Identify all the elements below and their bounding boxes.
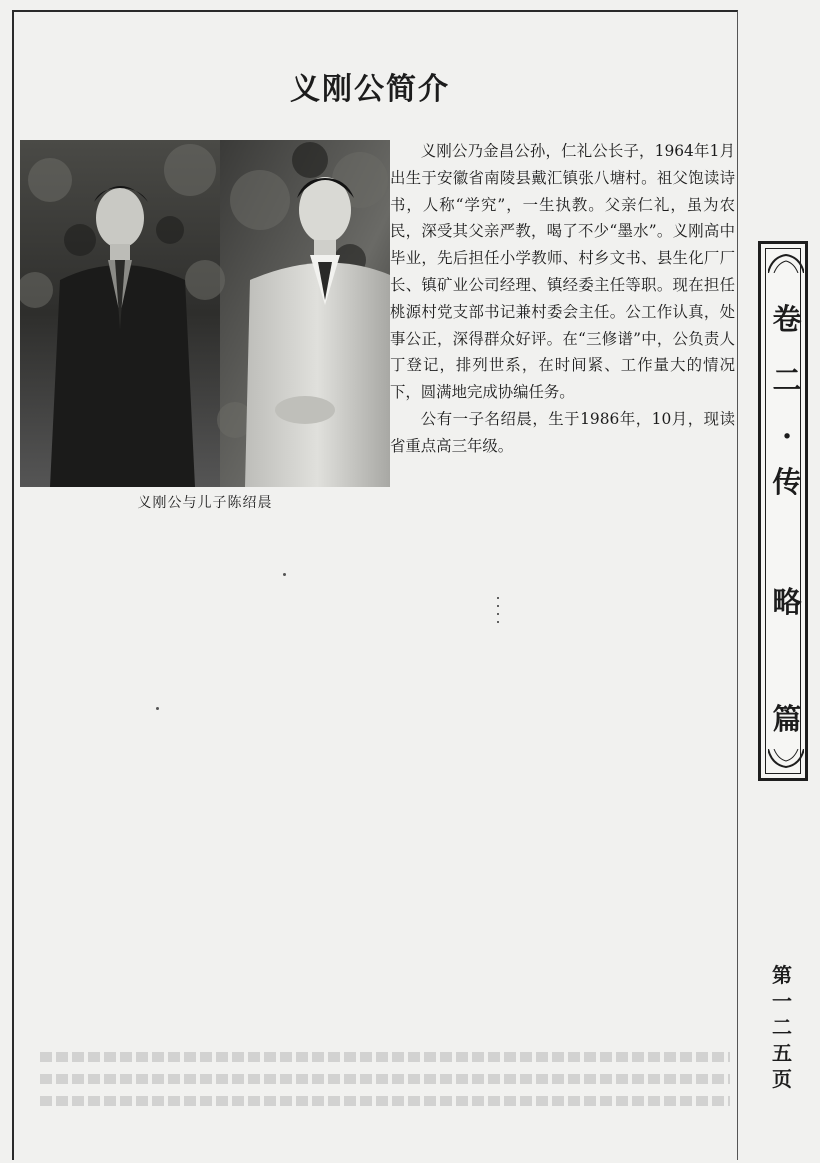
page-number-char: 五	[772, 1041, 792, 1065]
portrait-photo	[20, 140, 390, 487]
page-number-char: 第	[772, 963, 792, 987]
page-title: 义刚公简介	[290, 72, 450, 107]
photo-caption: 义刚公与儿子陈绍晨	[137, 495, 273, 511]
page-number-char: 一	[772, 989, 792, 1013]
page-number	[762, 962, 802, 1092]
tab-char: 卷	[772, 302, 802, 336]
paragraph-2: 公有一子名绍晨，生于1986年，10月，现读省重点高三年级。	[390, 409, 735, 455]
bleed-through-text	[40, 1040, 730, 1160]
ellipsis-dots	[496, 594, 500, 624]
page-number-char: 二	[772, 1015, 792, 1039]
speck	[283, 573, 286, 576]
tab-char: ·	[781, 419, 793, 453]
speck	[156, 707, 159, 710]
tab-ornament-top	[768, 251, 804, 273]
tab-char: 略	[772, 585, 802, 619]
biography-text	[390, 138, 735, 460]
paragraph-1: 义刚公乃金昌公孙，仁礼公长子，1964年1月出生于安徽省南陵县戴汇镇张八塘村。祖父饱读诗书，人称“学究”，一生执教。父亲仁礼，虽为农民，深受其父亲严教，喝了不少“墨水”。义刚高中毕业，先后担任小学教师、村乡文书、县生化厂厂长、镇矿业公司经理、镇经委主任等职。现在担任桃源村党支部书记兼村委会主任。公工作认真，处事公正，深得群众好评。在“三修谱”中，公负责人丁登记，排列世系，在时间紧、工作量大的情况下，圆满地完成协编任务。	[390, 142, 735, 402]
tab-char: 传	[772, 465, 802, 499]
tab-char: 二	[772, 363, 802, 397]
tab-char: 篇	[772, 702, 802, 736]
page-number-char: 页	[772, 1067, 792, 1091]
tab-ornament-bottom	[768, 749, 804, 771]
volume-side-tab	[758, 241, 808, 781]
